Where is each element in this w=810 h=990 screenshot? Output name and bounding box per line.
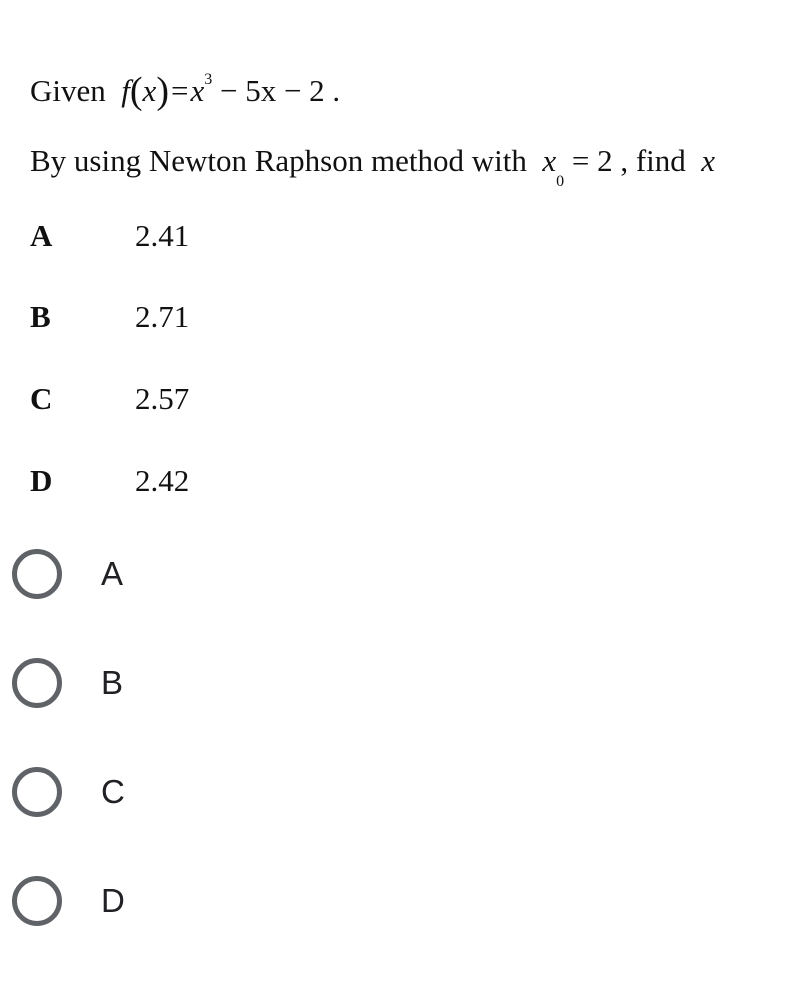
initial-guess-value: = 2 , find <box>571 143 686 178</box>
radio-choice-b[interactable] <box>12 653 312 713</box>
radio-button-icon[interactable] <box>12 658 62 708</box>
radio-label: D <box>101 882 125 919</box>
initial-guess-subscript: 0 <box>556 173 565 191</box>
radio-choice-a[interactable] <box>12 544 312 604</box>
option-letter: B <box>30 299 51 334</box>
question-line-method <box>30 143 716 191</box>
cubic-term: x <box>190 73 205 108</box>
radio-label: C <box>101 773 125 810</box>
initial-guess-variable: x <box>542 143 557 178</box>
option-letter: A <box>30 218 53 253</box>
question-line-given <box>30 70 341 112</box>
remaining-terms: − 5x − 2 . <box>219 73 341 108</box>
truncated-variable: x <box>701 143 716 178</box>
radio-choice-d[interactable] <box>12 871 312 931</box>
radio-choice-c[interactable] <box>12 762 312 822</box>
radio-label: B <box>101 664 124 701</box>
option-letter: D <box>30 463 53 498</box>
equals-sign: = <box>170 73 189 108</box>
option-letter: C <box>30 381 53 416</box>
radio-button-icon[interactable] <box>12 767 62 817</box>
function-expression: $f(x)=x^3 - 5x - 2$ . <box>121 70 341 112</box>
function-name: f <box>121 73 130 108</box>
given-label: Given <box>30 73 106 108</box>
radio-button-icon[interactable] <box>12 876 62 926</box>
function-variable: x <box>142 73 157 108</box>
radio-label: A <box>101 555 124 592</box>
option-value: 2.57 <box>135 381 190 416</box>
cubic-exponent: 3 <box>204 70 213 88</box>
method-text: By using Newton Raphson method with <box>30 143 527 178</box>
option-value: 2.41 <box>135 218 190 253</box>
option-value: 2.42 <box>135 463 190 498</box>
option-value: 2.71 <box>135 299 190 334</box>
radio-button-icon[interactable] <box>12 549 62 599</box>
